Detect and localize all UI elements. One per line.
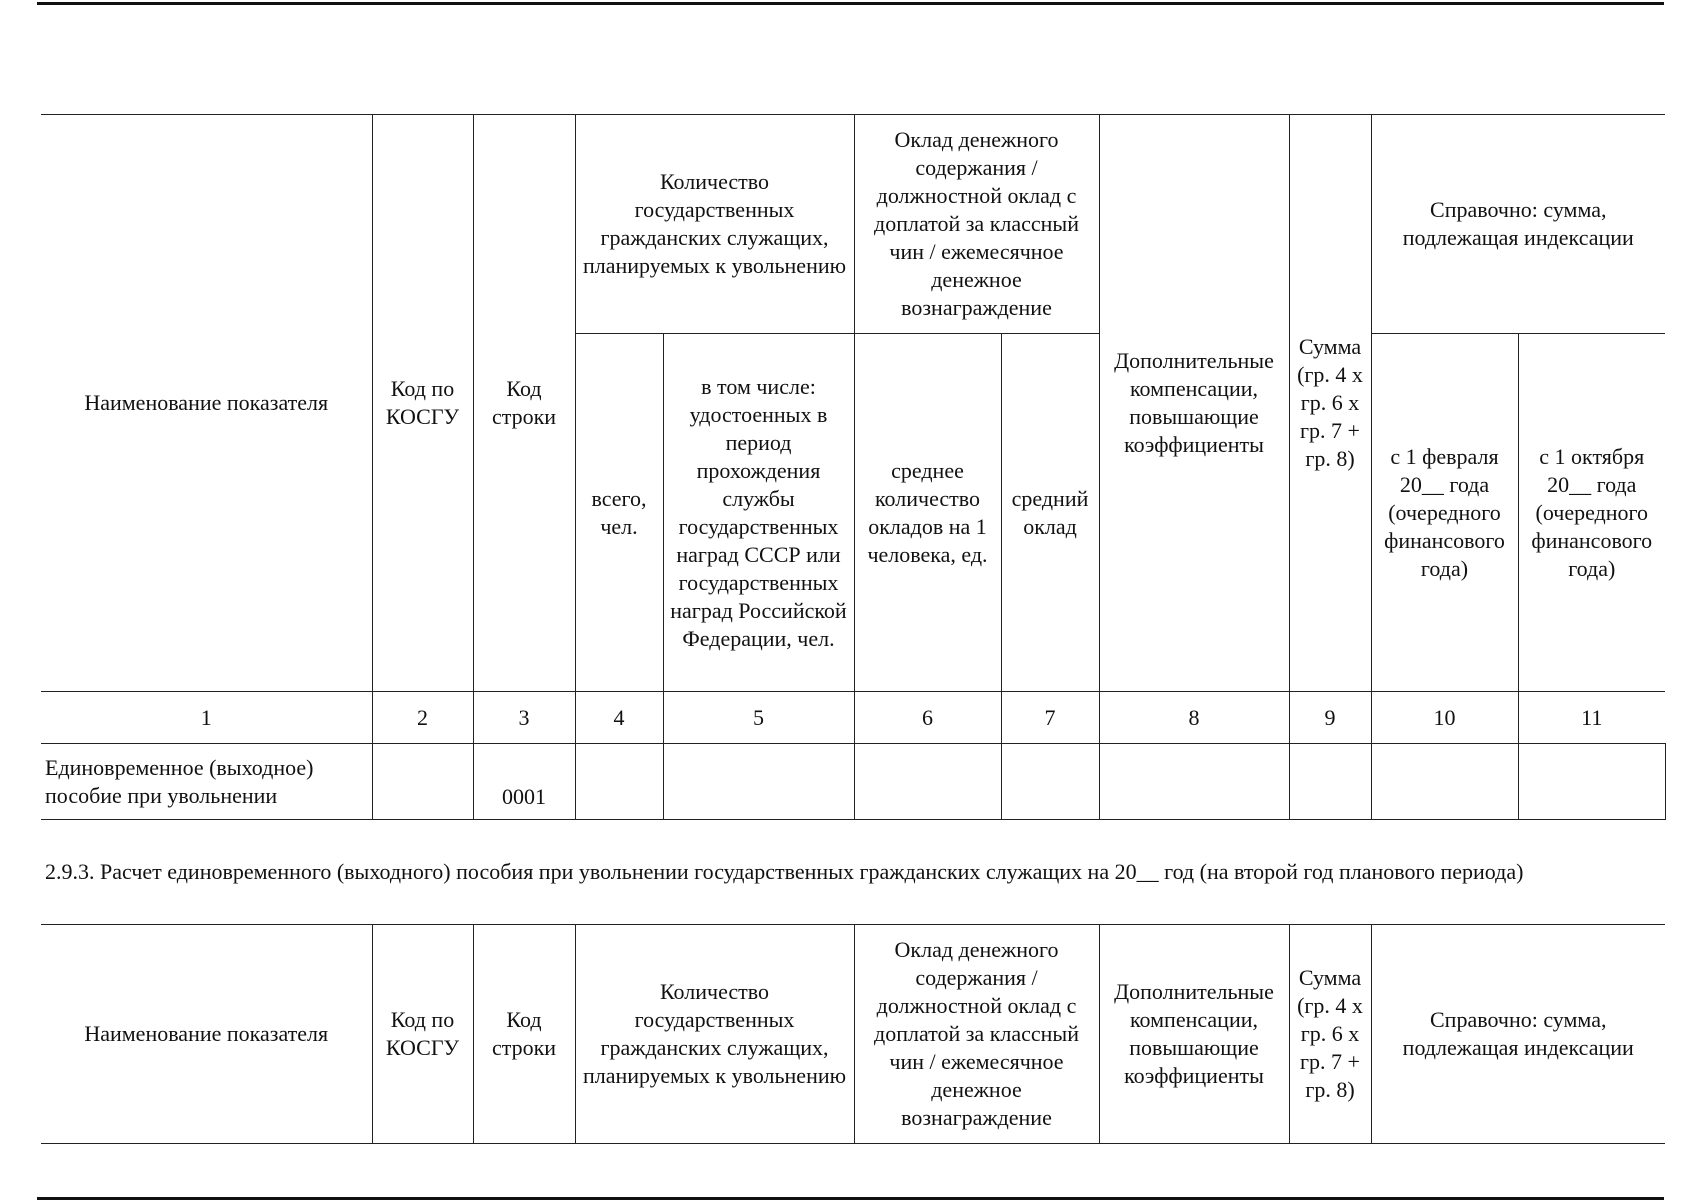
column-number: 7 — [1001, 692, 1099, 744]
section-caption: 2.9.3. Расчет единовременного (выходного) пособия при увольнении государственных гражданских служащих на 20__ год (на второй год планового периода) — [45, 859, 1524, 884]
column-number: 6 — [854, 692, 1001, 744]
header-quantity-total: всего, чел. — [575, 334, 663, 692]
column-number: 3 — [473, 692, 575, 744]
cell-ref-oct[interactable] — [1518, 744, 1665, 820]
row-code: 0001 — [473, 744, 575, 820]
cell-ref-feb[interactable] — [1371, 744, 1518, 820]
header-extra-compensation: Дополнительные компенсации, повышающие коэффициенты — [1099, 115, 1289, 692]
header-reference: Справочно: сумма, подлежащая индексации — [1371, 115, 1665, 334]
header-quantity-awarded: в том числе: удостоенных в период прохождения службы государственных наград СССР или государственных наград Российской Федерации, чел. — [663, 334, 854, 692]
header-salary-avg-count: среднее количество окладов на 1 человека, ед. — [854, 334, 1001, 692]
header-line-code: Код строки — [473, 115, 575, 692]
column-number: 1 — [41, 692, 372, 744]
payment-calculation-table — [41, 114, 1666, 820]
column-number: 5 — [663, 692, 854, 744]
column-number: 9 — [1289, 692, 1371, 744]
cell-salary-avg[interactable] — [1001, 744, 1099, 820]
row-name: Единовременное (выходное) пособие при увольнении — [41, 744, 372, 820]
cell-kosgu[interactable] — [372, 744, 473, 820]
header-ref-oct: с 1 октября 20__ года (очередного финансового года) — [1518, 334, 1665, 692]
cell-extra-compensation[interactable] — [1099, 744, 1289, 820]
header-quantity: Количество государственных гражданских служащих, планируемых к увольнению — [575, 115, 854, 334]
column-number: 11 — [1518, 692, 1665, 744]
second-year-table — [41, 924, 1665, 1144]
table-row — [41, 744, 1665, 820]
header-name: Наименование показателя — [41, 925, 372, 1144]
header-extra-compensation: Дополнительные компенсации, повышающие коэффициенты — [1099, 925, 1289, 1144]
cell-quantity-awarded[interactable] — [663, 744, 854, 820]
cell-salary-avg-count[interactable] — [854, 744, 1001, 820]
cell-quantity-total[interactable] — [575, 744, 663, 820]
header-sum: Сумма (гр. 4 x гр. 6 x гр. 7 + гр. 8) — [1289, 925, 1371, 1144]
column-number: 4 — [575, 692, 663, 744]
header-kosgu: Код по КОСГУ — [372, 925, 473, 1144]
header-salary-avg: средний оклад — [1001, 334, 1099, 692]
top-rule — [37, 2, 1664, 5]
header-line-code: Код строки — [473, 925, 575, 1144]
header-ref-feb: с 1 февраля 20__ года (очередного финансового года) — [1371, 334, 1518, 692]
header-sum: Сумма (гр. 4 x гр. 6 x гр. 7 + гр. 8) — [1289, 115, 1371, 692]
header-reference: Справочно: сумма, подлежащая индексации — [1371, 925, 1665, 1144]
header-quantity: Количество государственных гражданских служащих, планируемых к увольнению — [575, 925, 854, 1144]
column-number: 2 — [372, 692, 473, 744]
column-number: 8 — [1099, 692, 1289, 744]
header-salary: Оклад денежного содержания / должностной оклад с доплатой за классный чин / ежемесячное денежное вознаграждение — [854, 925, 1099, 1144]
column-number: 10 — [1371, 692, 1518, 744]
header-kosgu: Код по КОСГУ — [372, 115, 473, 692]
header-salary: Оклад денежного содержания / должностной оклад с доплатой за классный чин / ежемесячное денежное вознаграждение — [854, 115, 1099, 334]
cell-sum[interactable] — [1289, 744, 1371, 820]
header-name: Наименование показателя — [41, 115, 372, 692]
